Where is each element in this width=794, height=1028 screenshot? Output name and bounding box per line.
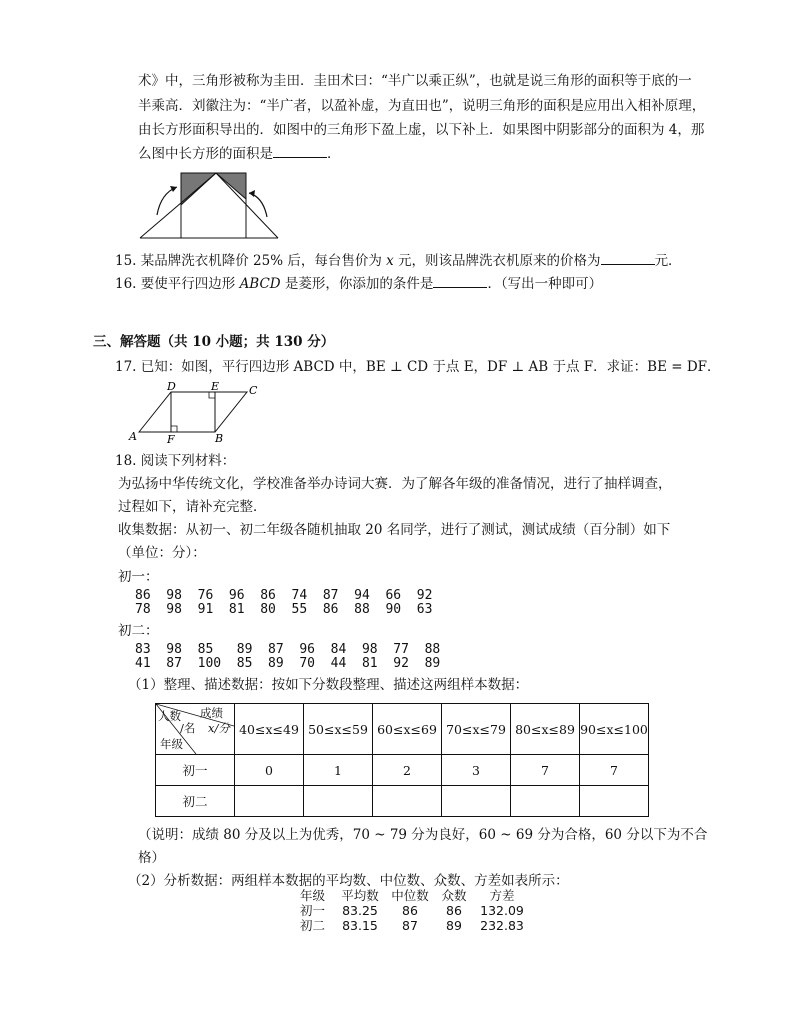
q14-line-4-text: 么图中长方形的面积是 (138, 146, 273, 162)
stats-cell: 83.15 (342, 918, 378, 933)
stats-header: 中位数 (391, 888, 429, 903)
q16-var: ABCD (239, 276, 281, 292)
stats-row (300, 903, 530, 918)
triangle-rectangle-figure (135, 165, 285, 245)
stats-cell: 86 (446, 903, 462, 918)
label-b: B (215, 432, 224, 445)
table-row-grade2 (156, 786, 649, 817)
table-header-row (156, 704, 649, 755)
stats-cell: 初一 (300, 903, 326, 918)
hdr-count: 人数 (158, 709, 181, 723)
answer-blank (601, 252, 655, 265)
stats-cell: 232.83 (480, 918, 524, 933)
table-cell: 7 (580, 755, 649, 786)
table-cell: 7 (511, 755, 580, 786)
stats-header: 方差 (489, 888, 515, 903)
answer-blank (273, 145, 327, 158)
left-arrowhead (170, 186, 177, 192)
q14-line-2: 半乘高．刘徽注为：“半广者，以盈补虚，为直田也”，说明三角形的面积是应用出入相补原理， (138, 98, 706, 114)
shaded-right-triangle (216, 173, 246, 199)
table-cell: 3 (442, 755, 511, 786)
range-header: 60≤x≤69 (373, 704, 442, 755)
q18-p1: 为弘扬中华传统文化，学校准备举办诗词大赛．为了解各年级的准备情况，进行了抽样调查， (118, 476, 672, 492)
q18-p3: 收集数据：从初一、初二年级各随机抽取 20 名同学，进行了测试，测试成绩（百分制）如下 (118, 522, 671, 538)
table-cell-empty (373, 786, 442, 817)
hdr-score: 成绩 (200, 706, 223, 720)
row-label: 初一 (156, 755, 235, 786)
q18-note-1: （说明：成绩 80 分及以上为优秀，70 ~ 79 分为良好，60 ~ 69 分为合格，60 分以下为不合 (138, 827, 708, 843)
left-arrow (157, 187, 177, 215)
q16-text-c: ．（写出一种即可） (487, 276, 603, 292)
triangle-sides (140, 173, 278, 238)
grade1-scores-row1: 86 98 76 96 86 74 87 94 66 92 (135, 588, 433, 603)
stats-cell: 87 (402, 918, 418, 933)
table-cell-empty (442, 786, 511, 817)
hdr-x: x/分 (208, 721, 230, 735)
label-c: C (249, 384, 258, 397)
q18-part1: （1）整理、描述数据：按如下分数段整理、描述这两组样本数据： (128, 677, 529, 693)
range-header: 80≤x≤89 (511, 704, 580, 755)
table-cell-empty (580, 786, 649, 817)
table-cell-empty (235, 786, 304, 817)
q18-note-2: 格） (138, 850, 165, 866)
right-arrow (249, 193, 267, 217)
diagonal-header-cell (156, 704, 235, 755)
grade1-scores-row2: 78 98 91 81 80 55 86 88 90 63 (135, 602, 433, 617)
parallelogram-abcd (139, 392, 247, 432)
table-cell: 1 (304, 755, 373, 786)
stats-cell: 初二 (300, 918, 326, 933)
q18-part2: （2）分析数据：两组样本数据的平均数、中位数、众数、方差如表所示： (128, 873, 569, 889)
q14-line-4 (138, 145, 341, 163)
table-cell-empty (304, 786, 373, 817)
section-3-heading: 三、解答题（共 10 小题；共 130 分） (93, 334, 335, 350)
grade2-scores-row2: 41 87 100 85 89 70 44 81 92 89 (135, 656, 441, 671)
q18-p4: （单位：分）： (118, 545, 206, 561)
range-header: 50≤x≤59 (304, 704, 373, 755)
right-angle-f (171, 426, 177, 432)
stats-cell: 89 (446, 918, 462, 933)
stats-cell: 132.09 (480, 903, 524, 918)
parallelogram-figure (125, 380, 265, 446)
grade2-label: 初二： (118, 623, 159, 639)
q15-text-a: 15. 某品牌洗衣机降价 25% 后，每台售价为 (115, 253, 387, 269)
q15-var: x (386, 253, 394, 269)
range-header: 40≤x≤49 (235, 704, 304, 755)
q15 (115, 252, 682, 270)
label-f: F (167, 433, 175, 446)
hdr-unit: /名 (180, 721, 196, 735)
q14-line-1: 术》中，三角形被称为圭田．圭田术曰：“半广以乘正纵”，也就是说三角形的面积等于底的一 (138, 73, 692, 89)
q18-p2: 过程如下，请补充完整． (118, 499, 267, 515)
row-label: 初二 (156, 786, 235, 817)
stats-row (300, 918, 530, 933)
score-distribution-table (155, 703, 649, 817)
answer-blank (433, 275, 487, 288)
grade2-scores-row1: 83 98 85 89 87 96 84 98 77 88 (135, 642, 441, 657)
stats-cell: 83.25 (342, 903, 378, 918)
right-arrowhead (249, 190, 255, 197)
q15-text-b: 元，则该品牌洗衣机原来的价格为 (393, 253, 601, 269)
stats-header: 平均数 (341, 888, 379, 903)
stats-cell: 86 (402, 903, 418, 918)
range-header: 70≤x≤79 (442, 704, 511, 755)
table-cell: 2 (373, 755, 442, 786)
stats-table (300, 888, 530, 933)
table-cell: 0 (235, 755, 304, 786)
table-row-grade1 (156, 755, 649, 786)
q16-text-a: 16. 要使平行四边形 (115, 276, 240, 292)
stats-header: 众数 (441, 888, 467, 903)
q16 (115, 275, 602, 293)
q18-title: 18. 阅读下列材料： (115, 453, 236, 469)
stats-header: 年级 (300, 888, 326, 903)
stats-header-row (300, 888, 530, 903)
label-e: E (211, 380, 220, 393)
hdr-grade: 年级 (160, 737, 183, 751)
label-a: A (129, 430, 137, 443)
q17-text: 17. 已知：如图，平行四边形 ABCD 中，BE ⊥ CD 于点 E，DF ⊥ AB 于点 F．求证：BE = DF． (115, 359, 721, 375)
q14-line-4-end: ． (327, 146, 341, 162)
table-cell-empty (511, 786, 580, 817)
q14-line-3: 由长方形面积导出的．如图中的三角形下盈上虚，以下补上．如果图中阴影部分的面积为 4，那 (138, 122, 705, 138)
grade1-label: 初一： (118, 569, 159, 585)
q15-text-c: 元． (654, 253, 682, 269)
range-header: 90≤x≤100 (580, 704, 649, 755)
q16-text-b: 是菱形，你添加的条件是 (280, 276, 434, 292)
label-d: D (167, 380, 176, 393)
